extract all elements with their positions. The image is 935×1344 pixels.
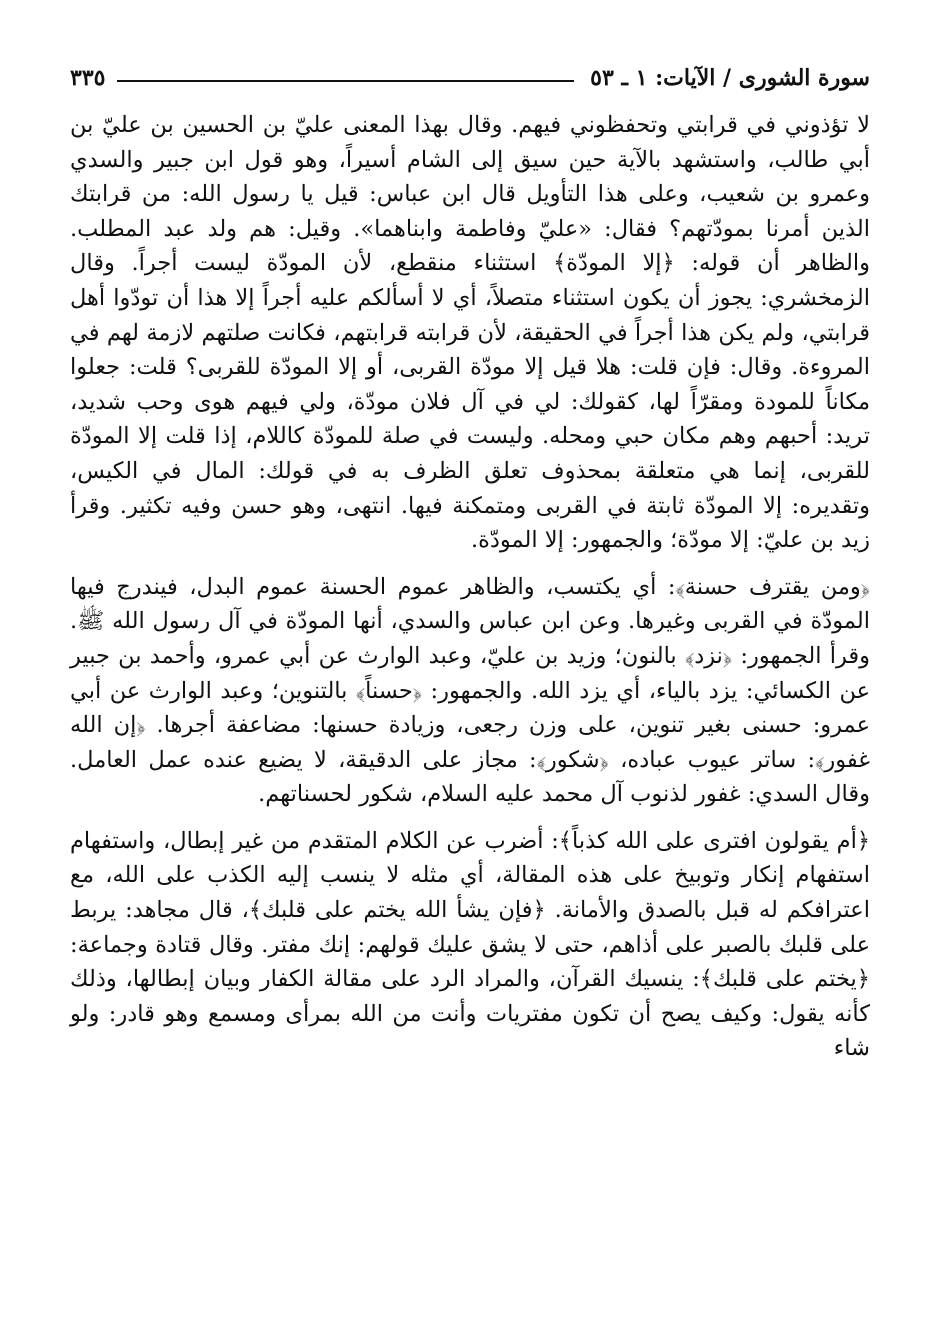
- paragraph: ﴿أم يقولون افترى على الله كذباً﴾: أضرب عن الكلام المتقدم من غير إبطال، واستفهام استفهام إنكار وتوبيخ على هذه المقالة، أي مثله لا ينسب إليه الكذب على الله، مع اعترافكم له قبل بالصدق والأمانة. ﴿فإن يشأ الله يختم على قلبك﴾، قال مجاهد: يربط على قلبك بالصبر على أذاهم، حتى لا يشق عليك قولهم: إنك مفتر. وقال قتادة وجماعة: ﴿يختم على قلبك﴾: ينسيك القرآن، والمراد الرد على مقالة الكفار وبيان إبطالها، وذلك كأنه يقول: وكيف يصح أن تكون مفتريات وأنت من الله بمرأى ومسمع وهو قادر: ولو شاء: [70, 827, 870, 1062]
- scan-speck: [176, 1326, 182, 1332]
- paragraph: لا تؤذوني في قرابتي وتحفظوني فيهم. وقال بهذا المعنى عليّ بن الحسين بن عليّ بن أبي طالب، واستشهد بالآية حين سيق إلى الشام أسيراً، وهو قول ابن جبير والسدي وعمرو بن شعيب، وعلى هذا التأويل قال ابن عباس: قيل يا رسول الله: من قرابتك الذين أمرنا بمودّتهم؟ فقال: «عليّ وفاطمة وابناهما». وقيل: هم ولد عبد المطلب. والظاهر أن قوله: ﴿إلا المودّة﴾ استثناء منقطع، لأن المودّة ليست أجراً. وقال الزمخشري: يجوز أن يكون استثناء متصلاً، أي لا أسألكم عليه أجراً إلا هذا أن تودّوا أهل قرابتي، ولم يكن هذا أجراً في الحقيقة، لأن قرابته قرابتهم، فكانت صلتهم لازمة لهم في المروءة. وقال: فإن قلت: هلا قيل إلا مودّة القربى، أو إلا المودّة للقربى؟ قلت: جعلوا مكاناً للمودة ومقرّاً لها، كقولك: لي في آل فلان مودّة، ولي فيهم هوى وحب شديد، تريد: أحبهم وهم مكان حبي ومحله. وليست في صلة للمودّة كاللام، إذا قلت إلا المودّة للقربى، إنما هي متعلقة بمحذوف تعلق الظرف به في قولك: المال في الكيس، وتقديره: إلا المودّة ثابتة في القربى ومتمكنة فيها. انتهى، وهو حسن وفيه تكثير. وقرأ زيد بن عليّ: إلا مودّة؛ والجمهور: إلا المودّة.: [70, 112, 870, 554]
- page-number: ٣٣٥: [70, 65, 106, 91]
- header-rule: [117, 80, 574, 82]
- book-page: [70, 58, 870, 1318]
- paragraph: ﴿ومن يقترف حسنة﴾: أي يكتسب، والظاهر عموم الحسنة عموم البدل، فيندرج فيها المودّة في القربى وغيرها. وعن ابن عباس والسدي، أنها المودّة في آل رسول الله ﷺ. وقرأ الجمهور: ﴿نزد﴾ بالنون؛ وزيد بن عليّ، وعبد الوارث عن أبي عمرو، وأحمد بن جبير عن الكسائي: يزد بالياء، أي يزد الله. والجمهور: ﴿حسناً﴾ بالتنوين؛ وعبد الوارث عن أبي عمرو: حسنى بغير تنوين، على وزن رجعى، وزيادة حسنها: مضاعفة أجرها. ﴿إن الله غفور﴾: ساتر عيوب عباده، ﴿شكور﴾: مجاز على الدقيقة، لا يضيع عنده عمل العامل. وقال السدي: غفور لذنوب آل محمد عليه السلام، شكور لحسناتهم.: [70, 573, 870, 808]
- body-text: [70, 108, 870, 1066]
- chapter-title: سورة الشورى / الآيات: ١ ـ ٥٣: [590, 65, 870, 91]
- running-header: [70, 58, 870, 98]
